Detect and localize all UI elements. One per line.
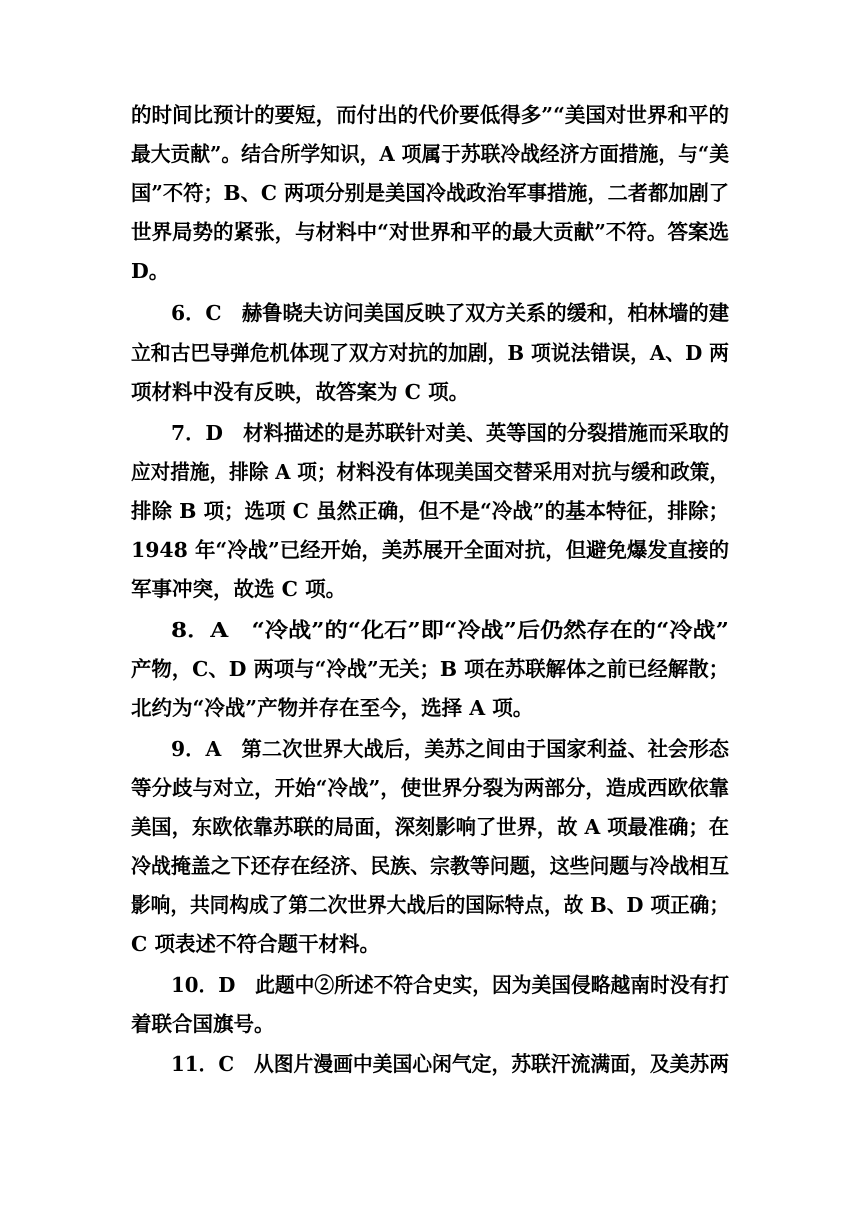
text-line bbox=[0, 688, 860, 728]
text-line bbox=[0, 768, 860, 808]
line-text: 应对措施，排除 A 项；材料没有体现美国交替采用对抗与缓和政策， bbox=[131, 460, 729, 484]
line-text: 1948 年“冷战”已经开始，美苏展开全面对抗，但避免爆发直接的 bbox=[131, 538, 729, 562]
text-line bbox=[0, 729, 860, 769]
text-line bbox=[0, 413, 860, 453]
text-line bbox=[0, 95, 860, 135]
line-text: 立和古巴导弹危机体现了双方对抗的加剧，B 项说法错误，A、D 两 bbox=[131, 341, 729, 365]
text-line bbox=[0, 251, 860, 291]
line-text: 产物，C、D 两项与“冷战”无关；B 项在苏联解体之前已经解散； bbox=[131, 657, 729, 681]
line-text: 北约为“冷战”产物并存在至今，选择 A 项。 bbox=[131, 696, 534, 720]
line-text: 项材料中没有反映，故答案为 C 项。 bbox=[131, 380, 470, 404]
text-line bbox=[0, 569, 860, 609]
line-text: 11．C 从图片漫画中美国心闲气定，苏联汗流满面，及美苏两 bbox=[171, 1052, 729, 1076]
text-line bbox=[0, 846, 860, 886]
line-text: 美国，东欧依靠苏联的局面，深刻影响了世界，故 A 项最准确；在 bbox=[131, 815, 729, 839]
text-line bbox=[0, 491, 860, 531]
text-line bbox=[0, 885, 860, 925]
text-line bbox=[0, 1044, 860, 1084]
text-line bbox=[0, 807, 860, 847]
text-line bbox=[0, 212, 860, 252]
text-line bbox=[0, 333, 860, 373]
line-text: C 项表述不符合题干材料。 bbox=[131, 932, 380, 956]
line-text: 等分歧与对立，开始“冷战”，使世界分裂为两部分，造成西欧依靠 bbox=[131, 776, 729, 800]
text-line bbox=[0, 610, 860, 650]
line-text: 9．A 第二次世界大战后，美苏之间由于国家利益、社会形态 bbox=[171, 737, 729, 761]
line-text: 国”不符；B、C 两项分别是美国冷战政治军事措施，二者都加剧了 bbox=[131, 181, 729, 205]
line-text: 着联合国旗号。 bbox=[131, 1012, 275, 1036]
line-text: 军事冲突，故选 C 项。 bbox=[131, 577, 347, 601]
text-line bbox=[0, 649, 860, 689]
line-text: 8．A “冷战”的“化石”即“冷战”后仍然存在的“冷战” bbox=[171, 618, 729, 642]
text-line bbox=[0, 372, 860, 412]
line-text: 世界局势的紧张，与材料中“对世界和平的最大贡献”不符。答案选 bbox=[131, 220, 729, 244]
text-line bbox=[0, 134, 860, 174]
text-line bbox=[0, 965, 860, 1005]
line-text: 排除 B 项；选项 C 虽然正确，但不是“冷战”的基本特征，排除； bbox=[131, 499, 729, 523]
line-text: 10．D 此题中②所述不符合史实，因为美国侵略越南时没有打 bbox=[171, 973, 729, 997]
line-text: 7．D 材料描述的是苏联针对美、英等国的分裂措施而采取的 bbox=[171, 421, 729, 445]
line-text: 的时间比预计的要短，而付出的代价要低得多”“美国对世界和平的 bbox=[131, 103, 729, 127]
text-line bbox=[0, 293, 860, 333]
text-line bbox=[0, 530, 860, 570]
text-line bbox=[0, 1004, 860, 1044]
text-line bbox=[0, 173, 860, 213]
line-text: 冷战掩盖之下还存在经济、民族、宗教等问题，这些问题与冷战相互 bbox=[131, 854, 729, 878]
text-line bbox=[0, 924, 860, 964]
line-text: 6．C 赫鲁晓夫访问美国反映了双方关系的缓和，柏林墙的建 bbox=[171, 301, 729, 325]
line-text: 最大贡献”。结合所学知识，A 项属于苏联冷战经济方面措施，与“美 bbox=[131, 142, 729, 166]
text-line bbox=[0, 452, 860, 492]
line-text: 影响，共同构成了第二次世界大战后的国际特点，故 B、D 项正确； bbox=[131, 893, 729, 917]
line-text: D。 bbox=[131, 259, 170, 283]
